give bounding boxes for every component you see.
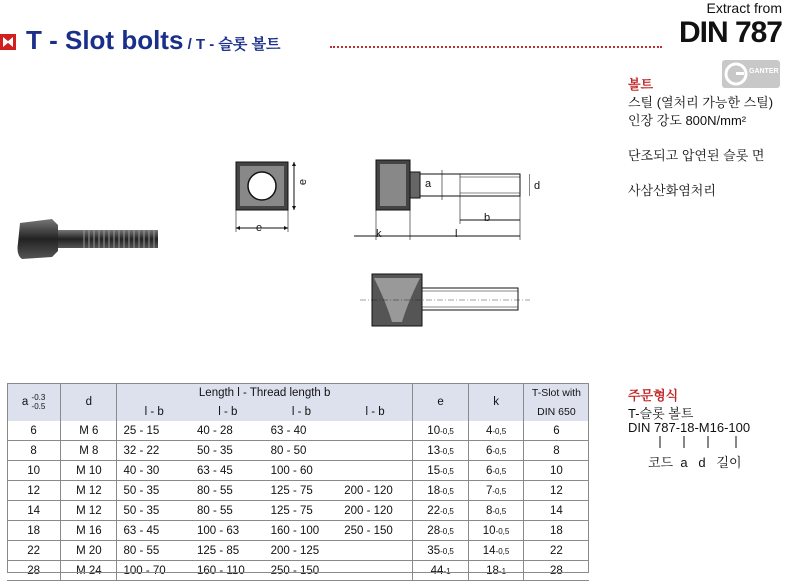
- header-k: k: [469, 383, 523, 421]
- cell-a: 10: [7, 461, 61, 481]
- cell-length-1: 50 - 35: [117, 501, 191, 521]
- cell-length-1: 80 - 55: [117, 541, 191, 561]
- cell-tslot: 28: [523, 561, 589, 581]
- cell-length-1: 63 - 45: [117, 521, 191, 541]
- header-tslot-1: T-Slot with: [523, 383, 589, 402]
- extract-from-label: Extract from: [706, 0, 782, 16]
- cell-d: M 12: [61, 481, 117, 501]
- header-a: a -0.3 -0.5: [21, 393, 46, 411]
- cell-e: 13-0,5: [412, 441, 468, 461]
- cell-k: 10-0,5: [469, 521, 523, 541]
- cell-length-2: 80 - 55: [191, 481, 265, 501]
- cell-k: 6-0,5: [469, 441, 523, 461]
- ganter-logo-icon: [724, 62, 748, 86]
- cell-tslot: 22: [523, 541, 589, 561]
- cell-length-4: [338, 421, 412, 441]
- page-title: [26, 25, 281, 56]
- dim-e-side: e: [297, 178, 310, 186]
- cell-length-3: 125 - 75: [265, 501, 339, 521]
- dim-b: b: [484, 212, 491, 224]
- cell-length-1: 25 - 15: [117, 421, 191, 441]
- ganter-logo: [722, 60, 780, 88]
- dim-a: a: [425, 178, 432, 190]
- cell-d: M 24: [61, 561, 117, 581]
- title-main: T - Slot bolts: [26, 25, 184, 55]
- cell-d: M 10: [61, 461, 117, 481]
- cell-length-2: 160 - 110: [191, 561, 265, 581]
- dim-k: k: [376, 228, 382, 240]
- cell-length-3: 63 - 40: [265, 421, 339, 441]
- order-title: 주문형식: [628, 388, 679, 403]
- material-text: 스틸 (열처리 가능한 스틸): [628, 95, 774, 110]
- cell-e: 15-0,5: [412, 461, 468, 481]
- cell-k: 8-0,5: [469, 501, 523, 521]
- cell-a: 28: [7, 561, 61, 581]
- title-korean: / T - 슬롯 볼트: [183, 36, 281, 53]
- cell-e: 22-0,5: [412, 501, 468, 521]
- cell-length-2: 63 - 45: [191, 461, 265, 481]
- material-label: 볼트: [628, 77, 654, 92]
- dim-e-bottom: e: [256, 222, 263, 234]
- cell-a: 12: [7, 481, 61, 501]
- cell-tslot: 14: [523, 501, 589, 521]
- top-view-drawing: [360, 270, 530, 330]
- cell-d: M 20: [61, 541, 117, 561]
- finish-note: 사삼산화염처리: [628, 183, 716, 198]
- table-body: [7, 421, 589, 581]
- cell-length-2: 80 - 55: [191, 501, 265, 521]
- cell-length-3: 200 - 125: [265, 541, 339, 561]
- cell-d: M 6: [61, 421, 117, 441]
- order-legend: 코드 a d 길이: [648, 455, 742, 470]
- cell-length-4: 250 - 150: [338, 521, 412, 541]
- cell-length-4: 200 - 120: [338, 501, 412, 521]
- dimension-table: [7, 383, 589, 581]
- cell-length-3: 80 - 50: [265, 441, 339, 461]
- header-lb-1: l - b: [117, 402, 191, 421]
- table-row: [7, 481, 589, 501]
- din-number: DIN 787: [678, 16, 782, 49]
- order-item: T-슬롯 볼트: [628, 406, 694, 421]
- cell-d: M 16: [61, 521, 117, 541]
- end-view-drawing: [228, 150, 318, 240]
- cell-length-3: 160 - 100: [265, 521, 339, 541]
- cell-length-1: 50 - 35: [117, 481, 191, 501]
- order-code: DIN 787-18-M16-100: [628, 420, 751, 435]
- logo-text: GANTER: [749, 68, 779, 75]
- cell-a: 22: [7, 541, 61, 561]
- table-row: [7, 501, 589, 521]
- cell-d: M 8: [61, 441, 117, 461]
- cell-e: 35-0,5: [412, 541, 468, 561]
- cell-k: 4-0,5: [469, 421, 523, 441]
- cell-a: 18: [7, 521, 61, 541]
- cell-tslot: 8: [523, 441, 589, 461]
- cell-e: 10-0,5: [412, 421, 468, 441]
- header-lb-4: l - b: [365, 405, 385, 418]
- cell-length-1: 32 - 22: [117, 441, 191, 461]
- header-d: d: [61, 383, 117, 421]
- title-divider: [330, 46, 662, 48]
- order-code-pointers: [628, 436, 778, 452]
- table-row: [7, 461, 589, 481]
- cell-length-1: 40 - 30: [117, 461, 191, 481]
- cell-k: 14-0,5: [469, 541, 523, 561]
- tensile-strength: 인장 강도 800N/mm²: [628, 113, 747, 128]
- cell-tslot: 12: [523, 481, 589, 501]
- cell-tslot: 18: [523, 521, 589, 541]
- cell-d: M 12: [61, 501, 117, 521]
- cell-tslot: 10: [523, 461, 589, 481]
- cell-e: 18-0,5: [412, 481, 468, 501]
- cell-k: 6-0,5: [469, 461, 523, 481]
- cell-length-3: 125 - 75: [265, 481, 339, 501]
- cell-a: 14: [7, 501, 61, 521]
- header-lb-3: l - b: [291, 405, 311, 418]
- cell-length-2: 40 - 28: [191, 421, 265, 441]
- forged-note: 단조되고 압연된 슬롯 면: [628, 148, 765, 163]
- cell-length-1: 100 - 70: [117, 561, 191, 581]
- cell-e: 28-0,5: [412, 521, 468, 541]
- dim-l: l: [455, 228, 458, 240]
- header-length: Length l - Thread length b: [117, 383, 412, 402]
- cell-length-2: 100 - 63: [191, 521, 265, 541]
- table-row: [7, 521, 589, 541]
- header-lb-2: l - b: [218, 405, 238, 418]
- cell-length-4: [338, 461, 412, 481]
- cell-length-4: [338, 441, 412, 461]
- table-row: [7, 441, 589, 461]
- header-e: e: [412, 383, 468, 421]
- cell-length-3: 250 - 150: [265, 561, 339, 581]
- bolt-photo: [14, 205, 164, 270]
- cell-length-4: 200 - 120: [338, 481, 412, 501]
- table-row: [7, 541, 589, 561]
- cell-length-2: 50 - 35: [191, 441, 265, 461]
- table-row: [7, 421, 589, 441]
- section-marker-icon: [0, 34, 16, 50]
- dim-d: d: [534, 180, 541, 192]
- cell-a: 6: [7, 421, 61, 441]
- cell-k: 18-1: [469, 561, 523, 581]
- cell-k: 7-0,5: [469, 481, 523, 501]
- cell-e: 44-1: [412, 561, 468, 581]
- cell-tslot: 6: [523, 421, 589, 441]
- header-tslot-2: DIN 650: [523, 402, 589, 421]
- cell-length-3: 100 - 60: [265, 461, 339, 481]
- cell-length-4: [338, 541, 412, 561]
- cell-a: 8: [7, 441, 61, 461]
- cell-length-2: 125 - 85: [191, 541, 265, 561]
